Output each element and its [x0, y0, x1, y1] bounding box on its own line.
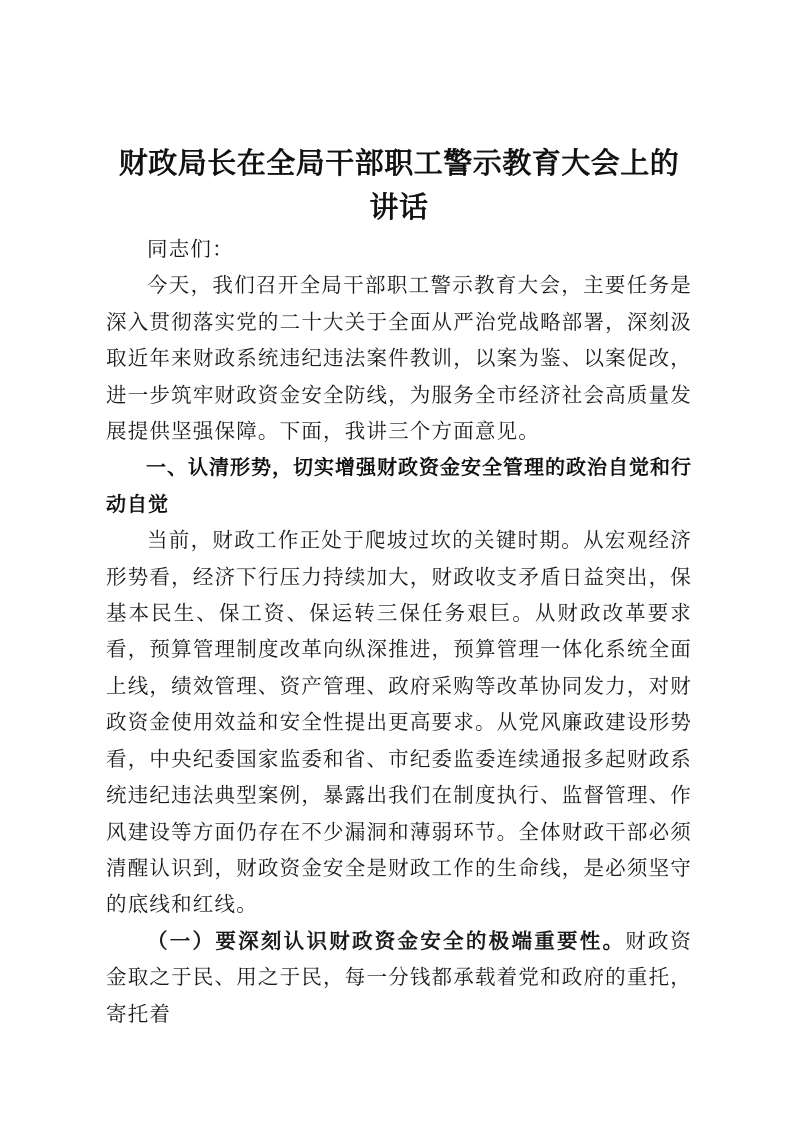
subsection-1-body: 财政资金取之于民、用之于民，每一分钱都承载着党和政府的重托，寄托着 [106, 928, 692, 1026]
salutation: 同志们： [147, 237, 234, 261]
document-body [106, 141, 692, 1032]
subsection-1-paragraph [106, 923, 692, 1032]
subsection-1-lead: （一）要深刻认识财政资金安全的极端重要性。 [147, 928, 626, 953]
intro-paragraph: 今天，我们召开全局干部职工警示教育大会，主要任务是深入贯彻落实党的二十大关于全面从严治党战略部署，深刻汲取近年来财政系统违纪违法案件教训，以案为鉴、以案促改，进一步筑牢财政资金安全防线，为服务全市经济社会高质量发展提供坚强保障。下面，我讲三个方面意见。 [106, 273, 692, 444]
document-title: 财政局长在全局干部职工警示教育大会上的讲话 [118, 146, 680, 224]
section-heading-1: 一、认清形势，切实增强财政资金安全管理的政治自觉和行动自觉 [106, 455, 692, 516]
section-1-paragraph: 当前，财政工作正处于爬坡过坎的关键时期。从宏观经济形势看，经济下行压力持续加大，财政收支矛盾日益突出，保基本民生、保工资、保运转三保任务艰巨。从财政改革要求看，预算管理制度改革向纵深推进，预算管理一体化系统全面上线，绩效管理、资产管理、政府采购等改革协同发力，对财政资金使用效益和安全性提出更高要求。从党风廉政建设形势看，中央纪委国家监委和省、市纪委监委连续通报多起财政系统违纪违法典型案例，暴露出我们在制度执行、监督管理、作风建设等方面仍存在不少漏洞和薄弱环节。全体财政干部必须清醒认识到，财政资金安全是财政工作的生命线，是必须坚守的底线和红线。 [106, 528, 692, 917]
